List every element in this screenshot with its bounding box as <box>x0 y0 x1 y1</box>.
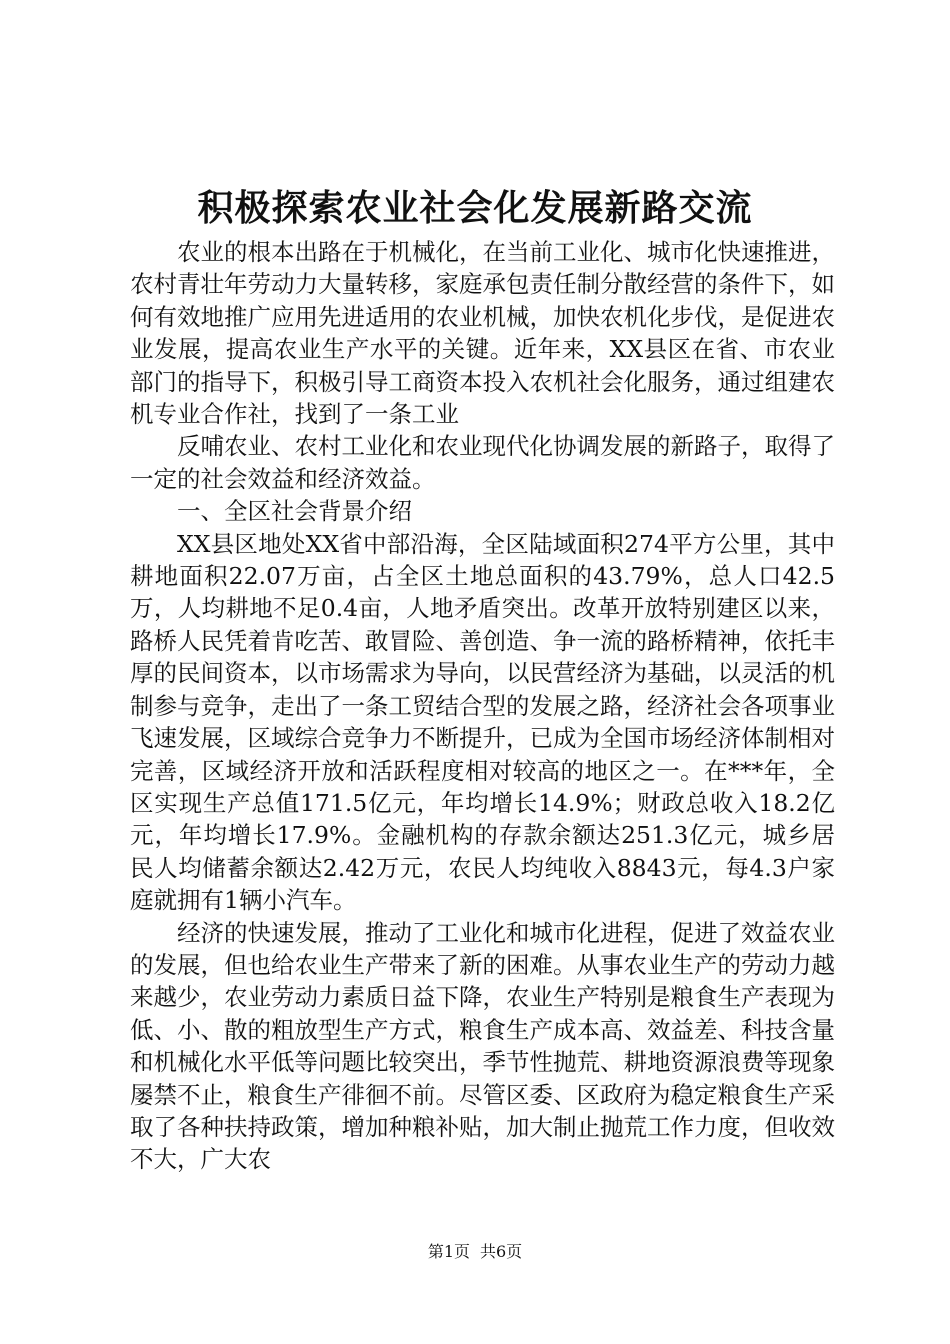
paragraph: 农业的根本出路在于机械化，在当前工业化、城市化快速推进，农村青壮年劳动力大量转移，家庭承包责任制分散经营的条件下，如何有效地推广应用先进适用的农业机械，加快农机化步伐，是促进农业发展，提高农业生产水平的关键。近年来，XX县区在省、市农业部门的指导下，积极引导工商资本投入农机社会化服务，通过组建农机专业合作社，找到了一条工业 <box>130 238 835 429</box>
document-title: 积极探索农业社会化发展新路交流 <box>197 187 753 229</box>
page-total: 共6页 <box>480 1242 523 1261</box>
section-heading: 一、全区社会背景介绍 <box>177 497 412 526</box>
page-number: 第1页 <box>427 1242 470 1261</box>
paragraph: 经济的快速发展，推动了工业化和城市化进程，促进了效益农业的发展，但也给农业生产带来了新的困难。从事农业生产的劳动力越来越少，农业劳动力素质日益下降，农业生产特别是粮食生产表现为低、小、散的粗放型生产方式，粮食生产成本高、效益差、科技含量和机械化水平低等问题比较突出，季节性抛荒、耕地资源浪费等现象屡禁不止，粮食生产徘徊不前。尽管区委、区政府为稳定粮食生产采取了各种扶持政策，增加种粮补贴，加大制止抛荒工作力度，但收效不大，广大农 <box>130 918 835 1174</box>
paragraph: 反哺农业、农村工业化和农业现代化协调发展的新路子，取得了一定的社会效益和经济效益。 <box>130 432 835 493</box>
page-footer <box>0 1241 950 1263</box>
paragraph: XX县区地处XX省中部沿海，全区陆域面积274平方公里，其中耕地面积22.07万亩，占全区土地总面积的43.79%，总人口42.5万，人均耕地不足0.4亩，人地矛盾突出。改革开放特别建区以来，路桥人民凭着肯吃苦、敢冒险、善创造、争一流的路桥精神，依托丰厚的民间资本，以市场需求为导向，以民营经济为基础，以灵活的机制参与竞争，走出了一条工贸结合型的发展之路，经济社会各项事业飞速发展，区域综合竞争力不断提升，已成为全国市场经济体制相对完善，区域经济开放和活跃程度相对较高的地区之一。在***年，全区实现生产总值171.5亿元，年均增长14.9%；财政总收入18.2亿元，年均增长17.9%。金融机构的存款余额达251.3亿元，城乡居民人均储蓄余额达2.42万元，农民人均纯收入8843元，每4.3户家庭就拥有1辆小汽车。 <box>130 529 835 915</box>
document-body <box>130 236 835 1176</box>
